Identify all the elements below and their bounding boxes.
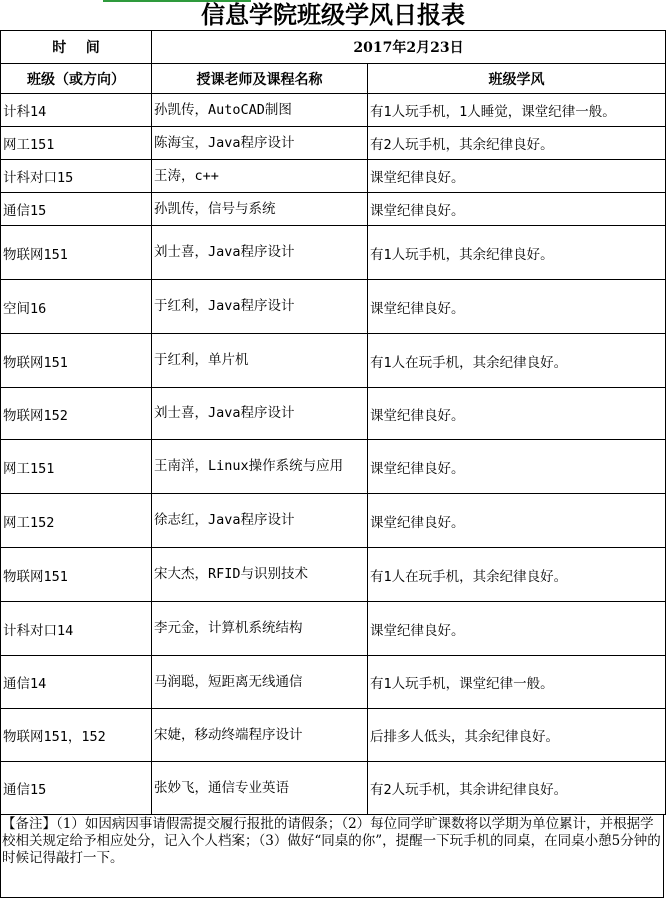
class-style-cell: 有2人玩手机，其余纪律良好。 [368, 127, 666, 160]
class-cell: 通信15 [1, 193, 152, 226]
class-cell: 计科对口15 [1, 160, 152, 193]
time-row [1, 31, 666, 64]
notes-text: 【备注】（1）如因病因事请假需提交履行报批的请假条；（2）每位同学旷课数将以学期为单位累计，并根据学校相关规定给予相应处分，记入个人档案；（3）做好“同桌的你”，提醒一下玩手机的同桌，在同桌小憩5分钟的时候记得敲打一下。 [2, 816, 661, 866]
teacher-course-cell: 刘士喜，Java程序设计 [152, 226, 368, 280]
teacher-course-cell: 于红利，单片机 [152, 334, 368, 388]
header-teacher-course: 授课老师及课程名称 [152, 64, 368, 94]
table-row [1, 160, 666, 193]
class-style-cell: 课堂纪律良好。 [368, 193, 666, 226]
class-style-cell: 有1人在玩手机，其余纪律良好。 [368, 334, 666, 388]
table-row [1, 334, 666, 388]
page-title: 信息学院班级学风日报表 [201, 0, 465, 29]
teacher-course-cell: 孙凯传，AutoCAD制图 [152, 94, 368, 127]
table-row [1, 709, 666, 762]
teacher-course-cell: 宋婕，移动终端程序设计 [152, 709, 368, 762]
class-cell: 物联网151 [1, 548, 152, 602]
table-row [1, 762, 666, 815]
class-cell: 物联网151 [1, 334, 152, 388]
teacher-course-cell: 刘士喜，Java程序设计 [152, 388, 368, 440]
teacher-course-cell: 王南洋，Linux操作系统与应用 [152, 440, 368, 494]
table-row [1, 656, 666, 709]
time-label: 时 间 [1, 31, 152, 64]
class-cell: 计科14 [1, 94, 152, 127]
class-style-cell: 后排多人低头，其余纪律良好。 [368, 709, 666, 762]
table-row [1, 226, 666, 280]
header-row [1, 64, 666, 94]
table-row [1, 494, 666, 548]
table-row [1, 440, 666, 494]
teacher-course-cell: 宋大杰，RFID与识别技术 [152, 548, 368, 602]
report-table [0, 30, 666, 815]
teacher-course-cell: 陈海宝，Java程序设计 [152, 127, 368, 160]
class-cell: 物联网152 [1, 388, 152, 440]
class-style-cell: 课堂纪律良好。 [368, 440, 666, 494]
class-style-cell: 课堂纪律良好。 [368, 388, 666, 440]
class-cell: 空间16 [1, 280, 152, 334]
teacher-course-cell: 王涛，c++ [152, 160, 368, 193]
teacher-course-cell: 马润聪，短距离无线通信 [152, 656, 368, 709]
header-style: 班级学风 [368, 64, 666, 94]
class-style-cell: 有1人玩手机，1人睡觉，课堂纪律一般。 [368, 94, 666, 127]
class-style-cell: 课堂纪律良好。 [368, 602, 666, 656]
teacher-course-cell: 于红利，Java程序设计 [152, 280, 368, 334]
class-style-cell: 有1人玩手机，其余纪律良好。 [368, 226, 666, 280]
teacher-course-cell: 孙凯传，信号与系统 [152, 193, 368, 226]
class-cell: 通信14 [1, 656, 152, 709]
table-row [1, 602, 666, 656]
table-row [1, 127, 666, 160]
class-cell: 物联网151，152 [1, 709, 152, 762]
class-style-cell: 有1人玩手机，课堂纪律一般。 [368, 656, 666, 709]
class-cell: 网工151 [1, 440, 152, 494]
table-row [1, 280, 666, 334]
teacher-course-cell: 徐志红，Java程序设计 [152, 494, 368, 548]
table-row [1, 193, 666, 226]
class-style-cell: 课堂纪律良好。 [368, 280, 666, 334]
class-style-cell: 课堂纪律良好。 [368, 494, 666, 548]
class-cell: 物联网151 [1, 226, 152, 280]
table-row [1, 388, 666, 440]
header-class: 班级（或方向） [1, 64, 152, 94]
class-style-cell: 有2人玩手机，其余讲纪律良好。 [368, 762, 666, 815]
table-row [1, 94, 666, 127]
teacher-course-cell: 李元金，计算机系统结构 [152, 602, 368, 656]
class-style-cell: 课堂纪律良好。 [368, 160, 666, 193]
teacher-course-cell: 张妙飞，通信专业英语 [152, 762, 368, 815]
class-cell: 网工152 [1, 494, 152, 548]
class-cell: 计科对口14 [1, 602, 152, 656]
report-date: 2017年2月23日 [152, 31, 666, 64]
class-style-cell: 有1人在玩手机，其余纪律良好。 [368, 548, 666, 602]
class-cell: 网工151 [1, 127, 152, 160]
class-cell: 通信15 [1, 762, 152, 815]
table-row [1, 548, 666, 602]
